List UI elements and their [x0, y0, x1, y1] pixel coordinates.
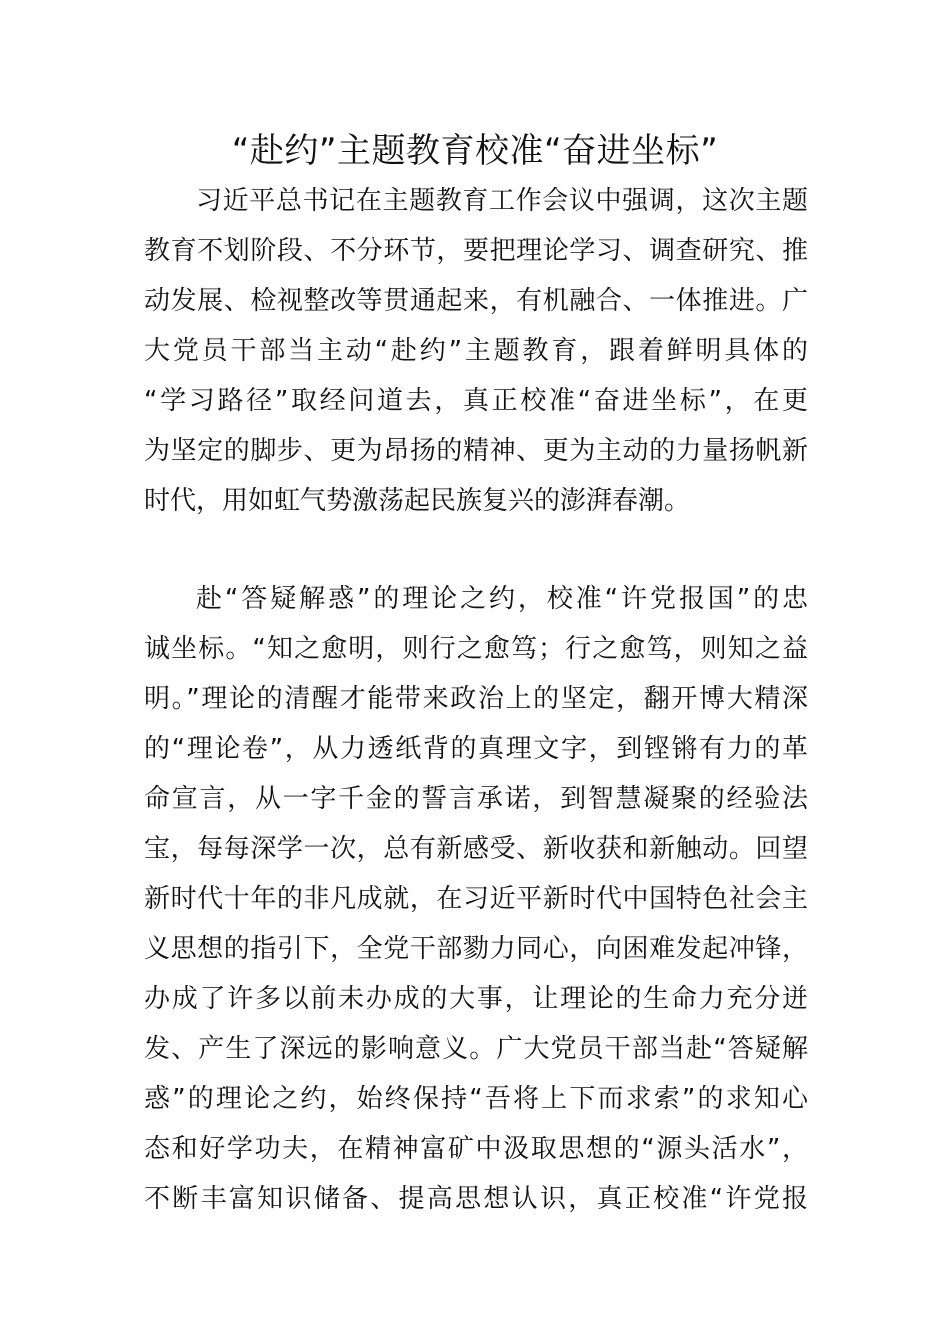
text-line: 态和好学功夫，在精神富矿中汲取思想的“源头活水”， — [144, 1134, 808, 1164]
text-line: 大党员干部当主动“赴约”主题教育，跟着鲜明具体的 — [144, 336, 808, 366]
text-line: 时代，用如虹气势激荡起民族复兴的澎湃春潮。 — [144, 486, 691, 516]
text-line: 办成了许多以前未办成的大事，让理论的生命力充分迸 — [144, 984, 808, 1014]
text-line: 教育不划阶段、不分环节，要把理论学习、调查研究、推 — [144, 236, 808, 266]
text-line: 为坚定的脚步、更为昂扬的精神、更为主动的力量扬帆新 — [144, 436, 808, 466]
paragraph-2 — [144, 574, 808, 1224]
text-line: 不断丰富知识储备、提高思想认识，真正校准“许党报 — [144, 1184, 808, 1214]
text-line: 义思想的指引下，全党干部勠力同心，向困难发起冲锋， — [144, 934, 808, 964]
text-line: 诚坐标。“知之愈明，则行之愈笃；行之愈笃，则知之益 — [144, 634, 808, 664]
text-line: 命宣言，从一字千金的誓言承诺，到智慧凝聚的经验法 — [144, 784, 808, 814]
text-line: 赴“答疑解惑”的理论之约，校准“许党报国”的忠 — [196, 584, 808, 614]
text-line: “学习路径”取经问道去，真正校准“奋进坐标”，在更 — [144, 386, 808, 416]
document-title: “赴约”主题教育校准“奋进坐标” — [231, 131, 719, 171]
text-line: 惑”的理论之约，始终保持“吾将上下而求索”的求知心 — [144, 1084, 808, 1114]
text-line: 动发展、检视整改等贯通起来，有机融合、一体推进。广 — [144, 286, 808, 316]
paragraph-1 — [144, 176, 808, 526]
text-line: 宝，每每深学一次，总有新感受、新收获和新触动。回望 — [144, 834, 808, 864]
text-line: 发、产生了深远的影响意义。广大党员干部当赴“答疑解 — [144, 1034, 808, 1064]
text-line: 明。”理论的清醒才能带来政治上的坚定，翻开博大精深 — [144, 684, 808, 714]
text-line: 的“理论卷”，从力透纸背的真理文字，到铿锵有力的革 — [144, 734, 808, 764]
text-line: 新时代十年的非凡成就，在习近平新时代中国特色社会主 — [144, 884, 808, 914]
text-line: 习近平总书记在主题教育工作会议中强调，这次主题 — [196, 186, 808, 216]
